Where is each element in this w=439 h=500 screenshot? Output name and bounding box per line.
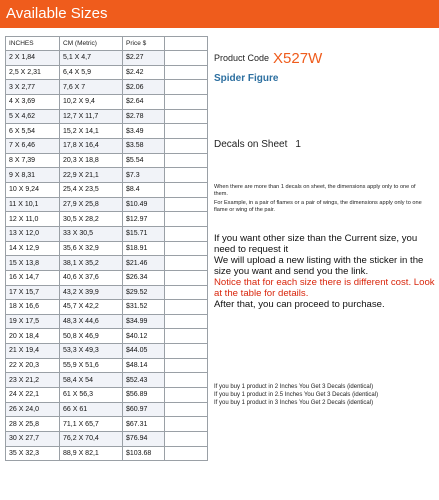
cell-inches: 4 X 3,69 (6, 94, 60, 109)
cell-cm: 53,3 X 49,3 (60, 344, 123, 359)
cell-inches: 14 X 12,9 (6, 241, 60, 256)
cell-inches: 13 X 12,0 (6, 226, 60, 241)
cell-cm: 30,5 X 28,2 (60, 212, 123, 227)
cell-cm: 27,9 X 25,8 (60, 197, 123, 212)
cell-blank (165, 124, 208, 139)
cell-cm: 43,2 X 39,9 (60, 285, 123, 300)
cell-cm: 66 X 61 (60, 402, 123, 417)
cell-blank (165, 329, 208, 344)
cell-price: $15.71 (123, 226, 165, 241)
cell-price: $26.34 (123, 270, 165, 285)
cell-inches: 6 X 5,54 (6, 124, 60, 139)
cell-blank (165, 197, 208, 212)
cell-price: $7.3 (123, 168, 165, 183)
cell-inches: 26 X 24,0 (6, 402, 60, 417)
table-row (6, 197, 208, 212)
cell-blank (165, 402, 208, 417)
cell-cm: 7,6 X 7 (60, 80, 123, 95)
cell-price: $3.58 (123, 138, 165, 153)
cell-blank (165, 285, 208, 300)
size-info-cost-notice: Notice that for each size there is different cost. Look at the table for details. (214, 277, 435, 299)
cell-blank (165, 153, 208, 168)
cell-blank (165, 168, 208, 183)
cell-price: $8.4 (123, 182, 165, 197)
cell-price: $56.89 (123, 388, 165, 403)
cell-inches: 8 X 7,39 (6, 153, 60, 168)
cell-blank (165, 256, 208, 271)
cell-blank (165, 300, 208, 315)
table-row (6, 314, 208, 329)
cell-price: $48.14 (123, 358, 165, 373)
table-row (6, 388, 208, 403)
dimension-note-2: For Example, in a pair of flames or a pair of wings, the dimensions apply only to one flame or wing of the pair. (214, 200, 422, 213)
cell-price: $2.64 (123, 94, 165, 109)
cell-price: $2.42 (123, 65, 165, 80)
header-cm: CM (Metric) (60, 37, 123, 51)
table-row (6, 109, 208, 124)
cell-cm: 35,6 X 32,9 (60, 241, 123, 256)
dimension-notes (214, 184, 429, 216)
table-row (6, 182, 208, 197)
cell-cm: 25,4 X 23,5 (60, 182, 123, 197)
cell-cm: 55,9 X 51,6 (60, 358, 123, 373)
cell-cm: 61 X 56,3 (60, 388, 123, 403)
size-info-line-3: After that, you can proceed to purchase. (214, 299, 385, 310)
size-info-line-2: We will upload a new listing with the sticker in the size you want and send you the link. (214, 255, 424, 277)
cell-price: $18.91 (123, 241, 165, 256)
cell-blank (165, 373, 208, 388)
cell-cm: 6,4 X 5,9 (60, 65, 123, 80)
cell-inches: 15 X 13,8 (6, 256, 60, 271)
table-row (6, 270, 208, 285)
cell-blank (165, 417, 208, 432)
cell-inches: 18 X 16,6 (6, 300, 60, 315)
cell-blank (165, 446, 208, 461)
cell-inches: 7 X 6,46 (6, 138, 60, 153)
table-row (6, 402, 208, 417)
cell-price: $5.54 (123, 153, 165, 168)
decals-on-sheet (214, 139, 301, 150)
size-price-table (5, 36, 208, 461)
decals-label: Decals on Sheet (214, 139, 288, 150)
cell-cm: 10,2 X 9,4 (60, 94, 123, 109)
product-code (214, 50, 322, 67)
cell-blank (165, 344, 208, 359)
table-row (6, 65, 208, 80)
cell-price: $67.31 (123, 417, 165, 432)
cell-inches: 2,5 X 2,31 (6, 65, 60, 80)
cell-price: $60.97 (123, 402, 165, 417)
cell-price: $12.97 (123, 212, 165, 227)
cell-blank (165, 241, 208, 256)
cell-inches: 16 X 14,7 (6, 270, 60, 285)
header-inches: INCHES (6, 37, 60, 51)
cell-cm: 40,6 X 37,6 (60, 270, 123, 285)
table-row (6, 124, 208, 139)
cell-cm: 76,2 X 70,4 (60, 432, 123, 447)
cell-price: $44.05 (123, 344, 165, 359)
cell-blank (165, 432, 208, 447)
multi-decal-offers (214, 384, 434, 409)
cell-cm: 17,8 X 16,4 (60, 138, 123, 153)
table-header-row (6, 37, 208, 51)
table-row (6, 373, 208, 388)
cell-price: $2.27 (123, 51, 165, 66)
cell-cm: 22,9 X 21,1 (60, 168, 123, 183)
cell-inches: 21 X 19,4 (6, 344, 60, 359)
cell-cm: 88,9 X 82,1 (60, 446, 123, 461)
table-row (6, 226, 208, 241)
header-price: Price $ (123, 37, 165, 51)
cell-inches: 23 X 21,2 (6, 373, 60, 388)
offer-2-inches: If you buy 1 product in 2 Inches You Get 3 Decals (identical) (214, 384, 374, 390)
table-row (6, 285, 208, 300)
cell-inches: 28 X 25,8 (6, 417, 60, 432)
cell-blank (165, 314, 208, 329)
cell-blank (165, 182, 208, 197)
table-row (6, 432, 208, 447)
cell-price: $103.68 (123, 446, 165, 461)
cell-inches: 9 X 8,31 (6, 168, 60, 183)
cell-inches: 3 X 2,77 (6, 80, 60, 95)
cell-blank (165, 51, 208, 66)
table-row (6, 300, 208, 315)
product-title: Spider Figure (214, 73, 279, 84)
cell-inches: 22 X 20,3 (6, 358, 60, 373)
header-blank (165, 37, 208, 51)
table-body (6, 51, 208, 461)
size-info-line-1: If you want other size than the Current size, you need to request it (214, 233, 418, 255)
table-row (6, 168, 208, 183)
cell-inches: 5 X 4,62 (6, 109, 60, 124)
table-row (6, 80, 208, 95)
product-code-label: Product Code (214, 53, 270, 63)
table-row (6, 212, 208, 227)
cell-cm: 48,3 X 44,6 (60, 314, 123, 329)
cell-cm: 45,7 X 42,2 (60, 300, 123, 315)
cell-blank (165, 138, 208, 153)
cell-price: $2.06 (123, 80, 165, 95)
dimension-note-1: When there are more than 1 decals on sheet, the dimensions apply only to one of them. (214, 184, 416, 197)
custom-size-info (214, 233, 436, 310)
table-row (6, 446, 208, 461)
table-row (6, 329, 208, 344)
cell-cm: 50,8 X 46,9 (60, 329, 123, 344)
cell-inches: 12 X 11,0 (6, 212, 60, 227)
cell-blank (165, 226, 208, 241)
cell-blank (165, 94, 208, 109)
offer-2-5-inches: If you buy 1 product in 2.5 Inches You Get 3 Decals (identical) (214, 392, 379, 399)
cell-price: $21.46 (123, 256, 165, 271)
offer-3-inches: If you buy 1 product in 3 Inches You Get 2 Decals (identical) (214, 400, 374, 407)
table-row (6, 344, 208, 359)
cell-blank (165, 388, 208, 403)
cell-blank (165, 65, 208, 80)
cell-inches: 30 X 27,7 (6, 432, 60, 447)
cell-price: $76.94 (123, 432, 165, 447)
table-row (6, 241, 208, 256)
product-code-value: X527W (273, 50, 323, 67)
cell-cm: 5,1 X 4,7 (60, 51, 123, 66)
cell-cm: 71,1 X 65,7 (60, 417, 123, 432)
cell-inches: 20 X 18,4 (6, 329, 60, 344)
cell-cm: 20,3 X 18,8 (60, 153, 123, 168)
table-row (6, 94, 208, 109)
table-row (6, 358, 208, 373)
cell-cm: 38,1 X 35,2 (60, 256, 123, 271)
cell-inches: 2 X 1,84 (6, 51, 60, 66)
cell-inches: 24 X 22,1 (6, 388, 60, 403)
table-row (6, 417, 208, 432)
table-row (6, 138, 208, 153)
table-row (6, 153, 208, 168)
cell-cm: 58,4 X 54 (60, 373, 123, 388)
cell-cm: 33 X 30,5 (60, 226, 123, 241)
cell-inches: 11 X 10,1 (6, 197, 60, 212)
cell-inches: 17 X 15,7 (6, 285, 60, 300)
cell-price: $31.52 (123, 300, 165, 315)
table-row (6, 51, 208, 66)
cell-price: $40.12 (123, 329, 165, 344)
cell-blank (165, 80, 208, 95)
cell-price: $34.99 (123, 314, 165, 329)
decals-count: 1 (295, 139, 301, 150)
cell-inches: 35 X 32,3 (6, 446, 60, 461)
cell-price: $2.78 (123, 109, 165, 124)
cell-price: $10.49 (123, 197, 165, 212)
cell-cm: 15,2 X 14,1 (60, 124, 123, 139)
cell-inches: 10 X 9,24 (6, 182, 60, 197)
cell-blank (165, 270, 208, 285)
table-row (6, 256, 208, 271)
banner-title: Available Sizes (6, 5, 108, 22)
cell-price: $52.43 (123, 373, 165, 388)
cell-price: $29.52 (123, 285, 165, 300)
available-sizes-banner (0, 0, 439, 28)
cell-price: $3.49 (123, 124, 165, 139)
cell-inches: 19 X 17,5 (6, 314, 60, 329)
cell-blank (165, 212, 208, 227)
cell-blank (165, 109, 208, 124)
cell-cm: 12,7 X 11,7 (60, 109, 123, 124)
cell-blank (165, 358, 208, 373)
